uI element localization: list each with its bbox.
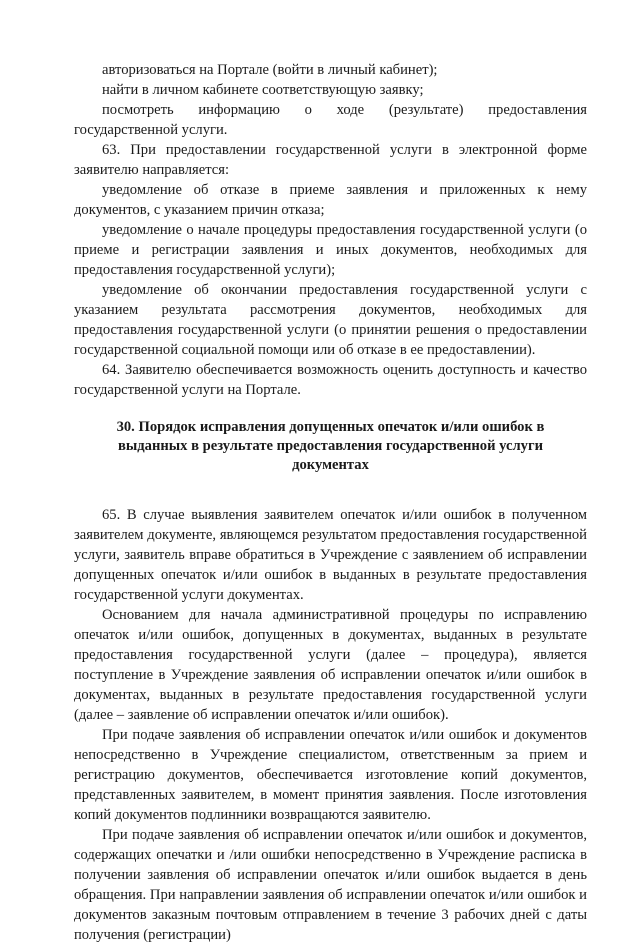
list-item: посмотреть информацию о ходе (результате) предоставления государственной услуги. (74, 102, 587, 138)
paragraph: Основанием для начала административной процедуры по исправлению опечаток и/или ошибок, допущенных в документах, выданных в результате предоставления государственной услуги (далее – процедура), является поступление в Учреждение заявления об исправлении опечаток и/или ошибок в документах, выданных в результате предоставления государственной услуги (далее – заявление об исправлении опечаток и/или ошибок). (74, 607, 587, 723)
paragraph-63: 63. При предоставлении государственной услуги в электронной форме заявителю направляется: (74, 142, 587, 178)
list-item: уведомление об окончании предоставления государственной услуги с указанием результата рассмотрения документов, необходимых для предоставления государственной услуги (о принятии решения о предоставлении государственной социальной помощи или об отказе в ее предоставлении). (74, 282, 587, 358)
list-item: уведомление об отказе в приеме заявления и приложенных к нему документов, с указанием причин отказа; (74, 182, 587, 218)
paragraph: При подаче заявления об исправлении опечаток и/или ошибок и документов непосредственно в Учреждение специалистом, ответственным за прием и регистрацию документов, обеспечивается изготовление копий документов, представленных заявителем, в момент принятия заявления. После изготовления копий документов подлинники возвращаются заявителю. (74, 727, 587, 823)
section-heading: 30. Порядок исправления допущенных опечаток и/или ошибок в выданных в результате предоставления государственной услуги документах (116, 419, 545, 473)
paragraph: При подаче заявления об исправлении опечаток и/или ошибок и документов, содержащих опечатки и /или ошибки непосредственно в Учреждение расписка в получении заявления об исправлении опечаток и/или ошибок выдается в день обращения. При направлении заявления об исправлении опечаток и/или ошибок и документов заказным почтовым отправлением в течение 3 рабочих дней с даты получения (регистрации) (74, 827, 587, 943)
list-item: уведомление о начале процедуры предоставления государственной услуги (о приеме и регистрации заявления и иных документов, необходимых для предоставления государственной услуги); (74, 222, 587, 278)
list-item: найти в личном кабинете соответствующую заявку; (102, 82, 424, 98)
list-item: авторизоваться на Портале (войти в личный кабинет); (102, 62, 438, 78)
document-page (74, 60, 587, 945)
paragraph-64: 64. Заявителю обеспечивается возможность оценить доступность и качество государственной услуги на Портале. (74, 362, 587, 398)
paragraph-65: 65. В случае выявления заявителем опечаток и/или ошибок в полученном заявителем документе, являющемся результатом предоставления государственной услуги, заявитель вправе обратиться в Учреждение с заявлением об исправлении допущенных опечаток и/или ошибок в выданных в результате предоставления государственной услуги документах. (74, 507, 587, 603)
